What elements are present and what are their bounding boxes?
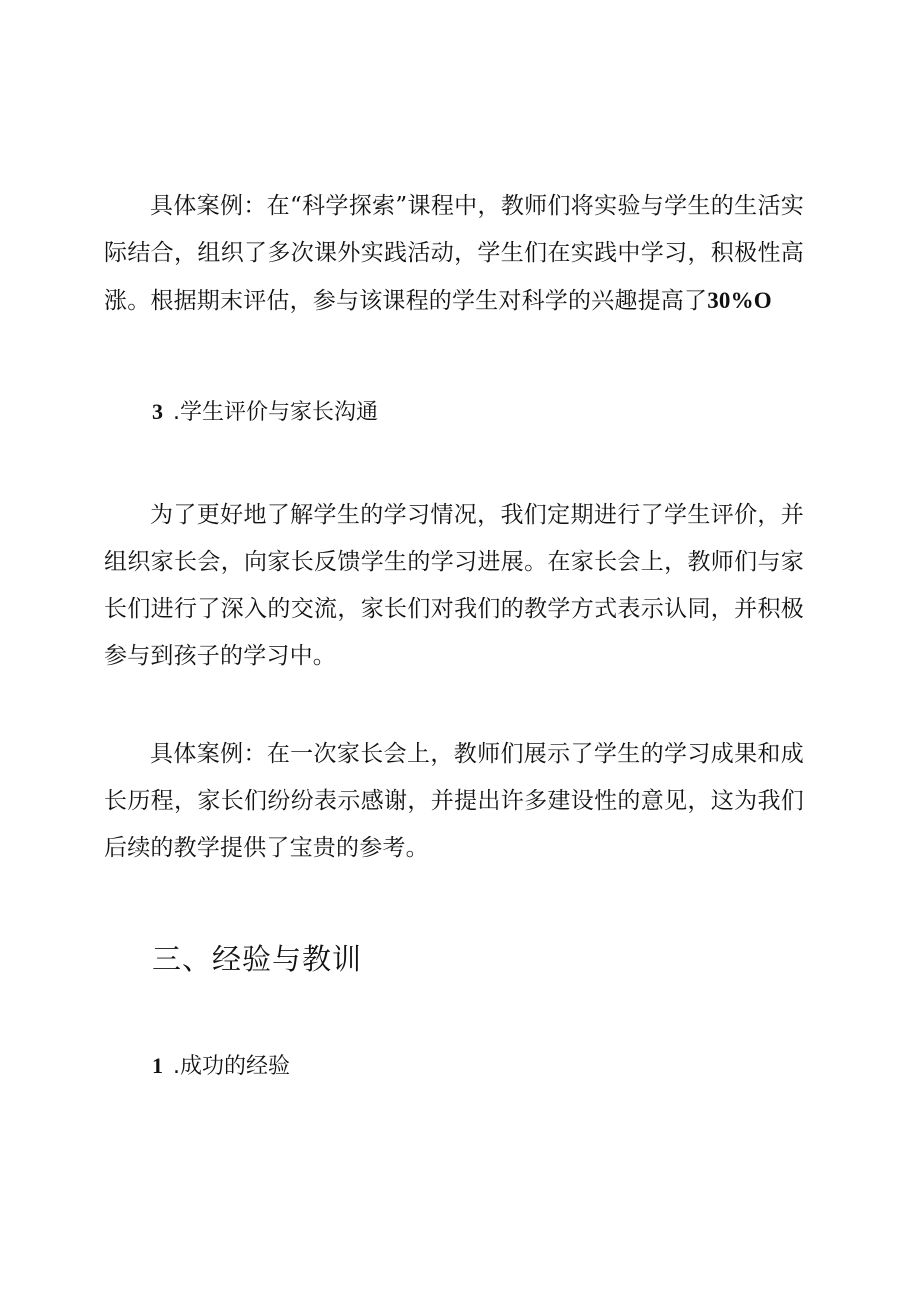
- paragraph-science-case: [104, 183, 804, 325]
- subheading-title: .成功的经验: [173, 1054, 290, 1079]
- subheading-student-evaluation: [152, 397, 378, 428]
- subheading-index: 3: [152, 399, 163, 424]
- subheading-title: .学生评价与家长沟通: [173, 400, 378, 425]
- paragraph-science-case-text: 具体案例：在“科学探索”课程中，教师们将实验与学生的生活实际结合，组织了多次课外实践活动，学生们在实践中学习，积极性高涨。根据期末评估，参与该课程的学生对科学的兴趣提高了: [104, 193, 804, 314]
- paragraph-parents-case: 具体案例：在一次家长会上，教师们展示了学生的学习成果和成长历程，家长们纷纷表示感谢，并提出许多建设性的意见，这为我们后续的教学提供了宝贵的参考。: [104, 741, 804, 861]
- subheading-index: 1: [152, 1053, 163, 1078]
- section-heading-experience: 三、经验与教训: [152, 942, 363, 976]
- percentage-value: 30%O: [707, 288, 772, 313]
- paragraph-evaluation: 为了更好地了解学生的学习情况，我们定期进行了学生评价，并组织家长会，向家长反馈学生的学习进展。在家长会上，教师们与家长们进行了深入的交流，家长们对我们的教学方式表示认同，并积极参与到孩子的学习中。: [104, 502, 804, 669]
- subheading-success-experience: [152, 1051, 290, 1082]
